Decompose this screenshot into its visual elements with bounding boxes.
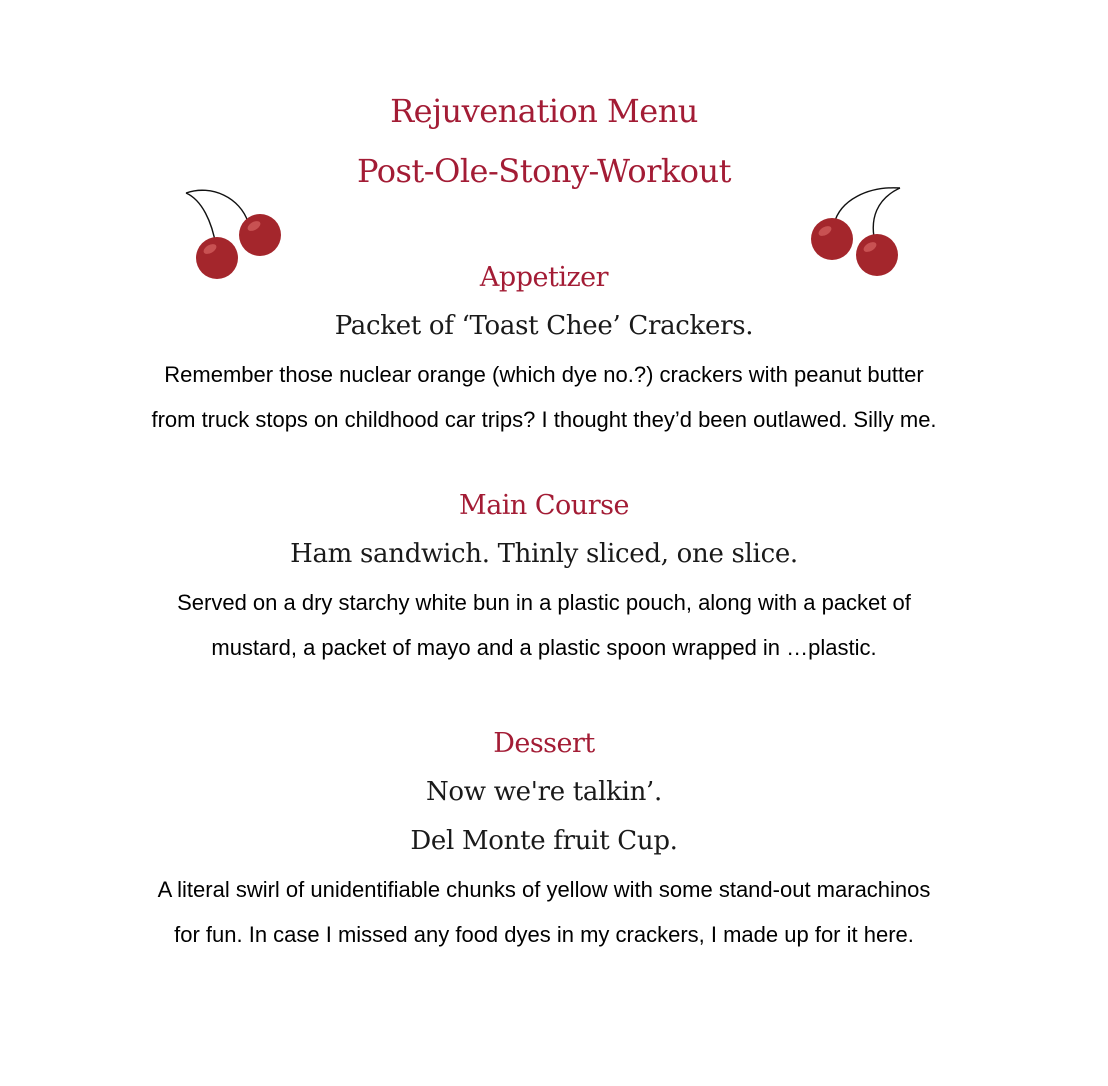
dessert-heading: Dessert — [493, 728, 595, 759]
dessert-description-line2: for fun. In case I missed any food dyes in my crackers, I made up for it here. — [174, 922, 914, 947]
menu-subtitle: Post-Ole-Stony-Workout — [356, 152, 731, 190]
main-course-description-line2: mustard, a packet of mayo and a plastic spoon wrapped in …plastic. — [211, 635, 877, 660]
appetizer-description-line1: Remember those nuclear orange (which dye no.?) crackers with peanut butter — [164, 362, 924, 387]
appetizer-item: Packet of ‘Toast Chee’ Crackers. — [334, 311, 754, 341]
main-course-heading: Main Course — [459, 490, 629, 521]
appetizer-description-line2: from truck stops on childhood car trips? I thought they’d been outlawed. Silly me. — [151, 407, 937, 432]
dessert-item-line1: Now we're talkin’. — [425, 777, 662, 807]
dessert-description-line1: A literal swirl of unidentifiable chunks of yellow with some stand-out marachinos — [157, 877, 931, 902]
main-course-description-line1: Served on a dry starchy white bun in a plastic pouch, along with a packet of — [177, 590, 911, 615]
main-course-item: Ham sandwich. Thinly sliced, one slice. — [290, 539, 798, 569]
dessert-item-line2: Del Monte fruit Cup. — [410, 826, 678, 856]
menu-title: Rejuvenation Menu — [390, 92, 698, 130]
appetizer-heading: Appetizer — [479, 262, 609, 293]
